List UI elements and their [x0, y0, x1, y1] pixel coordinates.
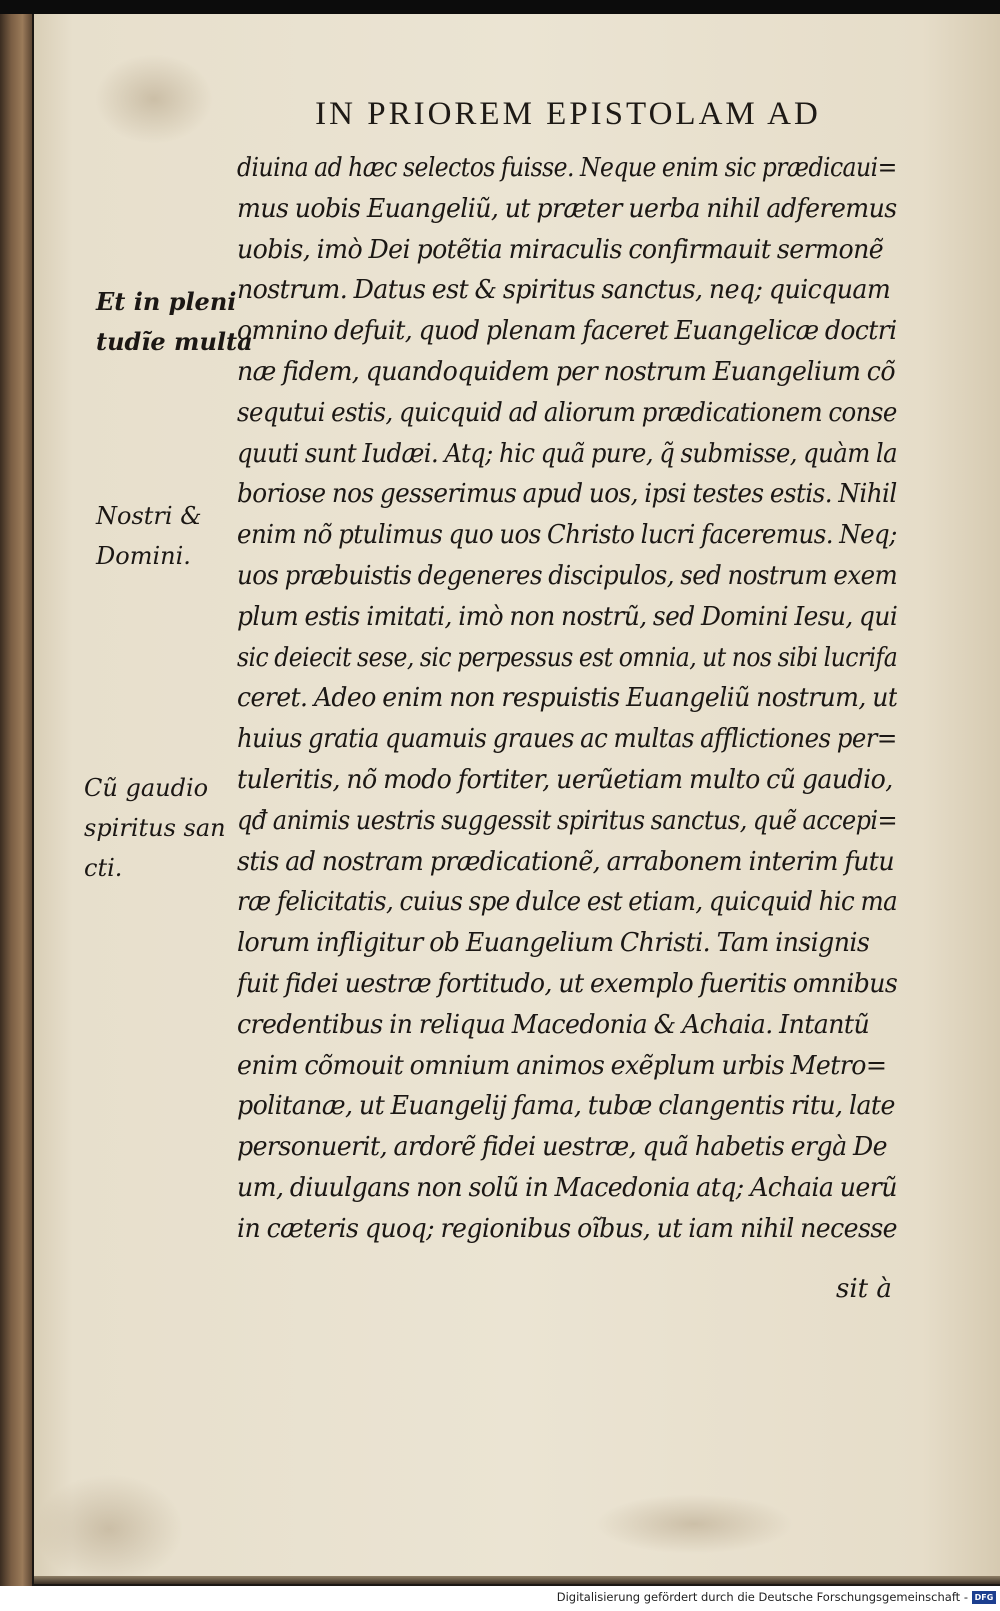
book-binding-edge	[0, 14, 32, 1586]
marginal-note	[96, 496, 202, 576]
marginal-note-line: cti.	[84, 854, 123, 882]
marginal-note-line: spiritus san	[84, 814, 226, 842]
text-line: omnino defuit, quod plenam faceret Euangelicæ doctri	[237, 316, 897, 347]
marginal-note-line: tudĩe multa	[96, 327, 253, 356]
page-bottom-edge	[34, 1576, 1000, 1584]
scan-top-border	[0, 0, 1000, 14]
marginal-note-line: Domini.	[96, 542, 191, 570]
main-text-block	[237, 148, 917, 1250]
dfg-logo: DFG	[972, 1591, 996, 1604]
text-line: enim cõmouit omnium animos exẽplum urbis Metro=	[237, 1050, 887, 1081]
text-line: fuit fidei uestræ fortitudo, ut exemplo fueritis omnibus	[237, 968, 897, 999]
paper-stain	[34, 1474, 184, 1584]
text-line: næ fidem, quandoquidem per nostrum Euangelium cõ	[237, 356, 895, 387]
paper-stain	[94, 54, 214, 144]
text-line: um, diuulgans non solũ in Macedonia atq; Achaia uerũ	[237, 1172, 897, 1203]
digitization-footer	[0, 1586, 1000, 1611]
text-line: lorum infligitur ob Euangelium Christi. Tam insignis	[237, 928, 870, 959]
text-line: politanæ, ut Euangelij fama, tubæ clangentis ritu, late	[237, 1091, 895, 1122]
text-line: tuleritis, nõ modo fortiter, uerũetiam multo cũ gaudio,	[237, 764, 893, 795]
text-line: uobis, imò Dei potẽtia miraculis confirmauit sermonẽ	[237, 234, 884, 265]
text-line: nostrum. Datus est & spiritus sanctus, neq; quicquam	[237, 275, 891, 306]
text-line: sequtui estis, quicquid ad aliorum prædicationem conse	[237, 397, 897, 428]
text-line: diuina ad hæc selectos fuisse. Neque enim sic prædicaui=	[237, 153, 897, 183]
text-line: personuerit, ardorẽ fidei uestræ, quã habetis ergà De	[237, 1132, 888, 1163]
text-line: quuti sunt Iudæi. Atq; hic quã pure, q̃ submisse, quàm la	[237, 438, 897, 469]
text-line: plum estis imitati, imò non nostrũ, sed Domini Iesu, qui	[237, 601, 897, 632]
paper-stain	[594, 1494, 794, 1554]
marginal-note-line: Nostri &	[96, 502, 202, 530]
running-title: IN PRIOREM EPISTOLAM AD	[315, 96, 821, 132]
text-line: mus uobis Euangeliũ, ut præter uerba nihil adferemus	[237, 193, 897, 224]
catchword: sit à	[836, 1274, 892, 1304]
footer-credit: Digitalisierung gefördert durch die Deutsche Forschungsgemeinschaft -	[556, 1590, 968, 1604]
text-line: stis ad nostram prædicationẽ, arrabonem interim futu	[237, 846, 895, 877]
text-line: sic deiecit sese, sic perpessus est omnia, ut nos sibi lucrifa	[237, 642, 897, 673]
text-line: ceret. Adeo enim non respuistis Euangeliũ nostrum, ut	[237, 683, 897, 714]
text-line: uos præbuistis degeneres discipulos, sed nostrum exem	[237, 560, 897, 591]
text-line: qđ animis uestris suggessit spiritus sanctus, quẽ accepi=	[237, 805, 898, 836]
marginal-note	[84, 768, 226, 888]
text-line: credentibus in reliqua Macedonia & Achaia. Intantũ	[237, 1009, 870, 1040]
marginal-note-line: Cũ gaudio	[84, 774, 209, 802]
text-line: ræ felicitatis, cuius spe dulce est etiam, quicquid hic ma	[237, 887, 897, 918]
marginal-note-line: Et in pleni	[96, 287, 237, 316]
text-line: boriose nos gesserimus apud uos, ipsi testes estis. Nihil	[237, 479, 897, 510]
text-line: in cæteris quoq; regionibus oĩbus, ut iam nihil necesse	[237, 1213, 898, 1244]
text-line: enim nõ ptulimus quo uos Christo lucri faceremus. Neq;	[237, 520, 897, 551]
text-line: huius gratia quamuis graues ac multas afflictiones per=	[237, 724, 897, 755]
marginal-note	[96, 282, 253, 362]
